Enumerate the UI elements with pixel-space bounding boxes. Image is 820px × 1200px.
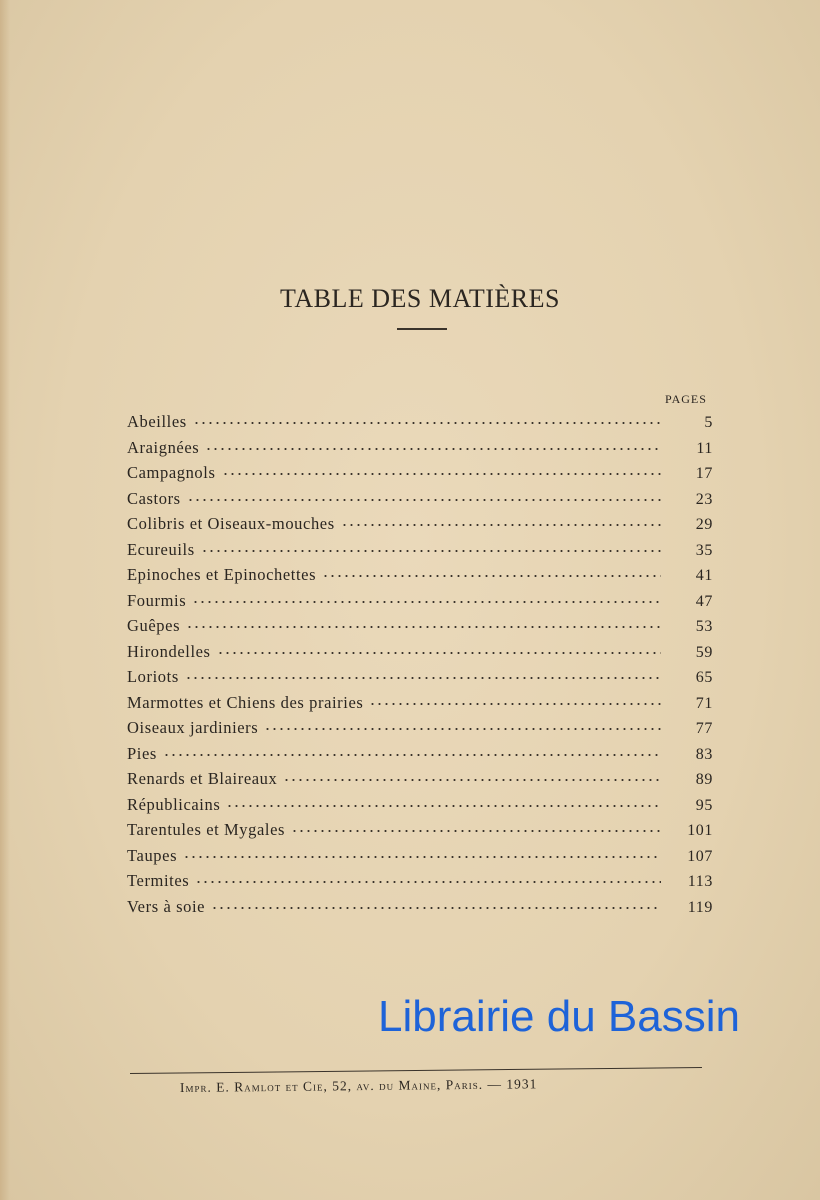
toc-entry [127, 769, 713, 795]
toc-entry-page: 29 [695, 516, 713, 533]
toc-entry-label: Ecureuils [127, 539, 195, 559]
toc-entry-label: Colibris et Oiseaux-mouches [127, 514, 335, 533]
toc-entry [127, 412, 713, 438]
toc-entry-label: Campagnols [127, 463, 216, 482]
toc-entry-page: 113 [687, 873, 713, 890]
toc-entry-page: 53 [695, 618, 713, 635]
dot-leader [211, 906, 661, 910]
toc-entry [127, 565, 713, 591]
dot-leader [291, 829, 661, 833]
toc-entry-label: Pies [127, 743, 157, 763]
toc-entry-page: 107 [687, 847, 713, 865]
toc-entry [127, 693, 713, 719]
dot-leader [369, 702, 661, 706]
toc-entry [127, 591, 713, 617]
toc-entry [127, 540, 713, 566]
toc-entry-label: Oiseaux jardiniers [127, 718, 259, 737]
toc-entry [127, 489, 713, 515]
toc-entry-label: Guêpes [127, 616, 181, 635]
toc-entry-page: 101 [687, 822, 713, 839]
dot-leader [187, 498, 661, 502]
toc-entry-label: Castors [127, 488, 181, 508]
toc-entry [127, 795, 713, 821]
toc-entry-label: Républicains [127, 794, 221, 814]
toc-entry-label: Hirondelles [127, 641, 211, 661]
toc-entry-label: Renards et Blaireaux [127, 769, 278, 788]
toc-entry [127, 820, 713, 846]
toc-entry-label: Epinoches et Epinochettes [127, 565, 317, 584]
toc-entry [127, 616, 713, 642]
page-title: TABLE DES MATIÈRES [280, 284, 560, 313]
toc-entry [127, 514, 713, 540]
pages-column-header: PAGES [665, 392, 707, 406]
toc-entry-page: 59 [695, 643, 713, 661]
dot-leader [183, 855, 661, 859]
toc-entry-label: Fourmis [127, 590, 187, 610]
toc-entry-label: Loriots [127, 667, 179, 686]
toc-entry-page: 71 [695, 694, 713, 712]
toc-entry-page: 41 [695, 567, 713, 584]
toc-entry [127, 846, 713, 872]
toc-entry-label: Termites [127, 871, 190, 890]
toc-entry-label: Vers à soie [127, 896, 206, 916]
toc-entry [127, 897, 713, 923]
watermark-text: Librairie du Bassin [378, 992, 740, 1041]
toc-entry [127, 463, 713, 489]
title-underline [397, 328, 447, 330]
toc-entry-page: 47 [695, 592, 713, 610]
toc-entry-page: 5 [704, 414, 713, 431]
footer-rule [130, 1067, 702, 1074]
toc-entry [127, 744, 713, 770]
toc-entry-page: 77 [695, 720, 713, 737]
dot-leader [283, 778, 661, 782]
dot-leader [193, 421, 661, 425]
table-of-contents [127, 412, 713, 922]
printer-imprint: Impr. E. Ramlot et Cie, 52, av. du Maine, Paris. — 1931 [179, 1076, 538, 1095]
dot-leader [322, 574, 661, 578]
toc-entry [127, 871, 713, 897]
toc-entry-page: 17 [695, 465, 713, 482]
toc-entry-page: 89 [695, 771, 713, 788]
toc-entry-label: Marmottes et Chiens des prairies [127, 692, 364, 712]
toc-entry [127, 642, 713, 668]
dot-leader [217, 651, 661, 655]
toc-entry-page: 11 [696, 439, 713, 457]
dot-leader [222, 472, 662, 476]
dot-leader [341, 523, 661, 527]
toc-entry-page: 83 [695, 745, 713, 763]
toc-entry-label: Araignées [127, 437, 200, 457]
toc-entry [127, 718, 713, 744]
toc-entry-page: 119 [687, 898, 713, 916]
page-edge-shadow [0, 0, 10, 1200]
dot-leader [163, 753, 661, 757]
dot-leader [264, 727, 661, 731]
toc-entry-label: Taupes [127, 845, 178, 865]
dot-leader [185, 676, 661, 680]
toc-entry-page: 35 [695, 541, 713, 559]
dot-leader [226, 804, 661, 808]
dot-leader [186, 625, 661, 629]
dot-leader [192, 600, 661, 604]
toc-entry-page: 95 [695, 796, 713, 814]
toc-entry-page: 65 [695, 669, 713, 686]
toc-entry [127, 438, 713, 464]
dot-leader [205, 447, 661, 451]
toc-entry-page: 23 [695, 490, 713, 508]
dot-leader [201, 549, 661, 553]
toc-entry [127, 667, 713, 693]
toc-entry-label: Tarentules et Mygales [127, 820, 286, 839]
toc-entry-label: Abeilles [127, 412, 187, 431]
dot-leader [195, 880, 661, 884]
